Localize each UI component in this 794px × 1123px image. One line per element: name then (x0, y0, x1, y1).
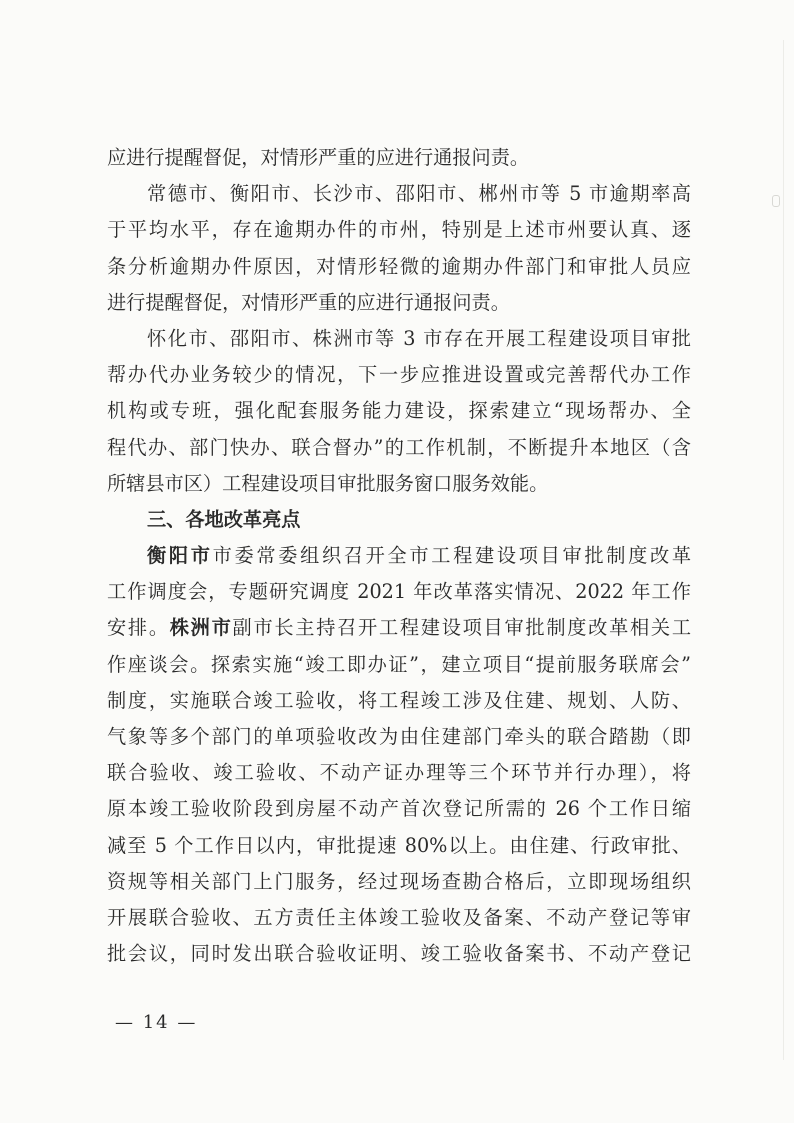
text-line: 于平均水平，存在逾期办件的市州，特别是上述市州要认真、逐 (107, 218, 691, 242)
scan-artifact (772, 195, 780, 207)
page-number: — 14 — (115, 1012, 198, 1033)
text-line: 作座谈会。探索实施“竣工即办证”，建立项目“提前服务联席会” (107, 652, 691, 676)
text-line: 条分析逾期办件原因，对情形轻微的逾期办件部门和审批人员应 (107, 254, 691, 278)
text-span: 安排。 (107, 616, 170, 640)
text-line (107, 610, 691, 646)
text-span: 市委常委组织召开全市工程建设项目审批制度改革 (212, 544, 692, 568)
text-line: 机构或专班，强化配套服务能力建设，探索建立“现场帮办、全 (107, 399, 691, 423)
text-span: 副市长主持召开工程建设项目审批制度改革相关工 (232, 616, 692, 640)
text-line (107, 538, 691, 574)
text-line: 开展联合验收、五方责任主体竣工验收及备案、不动产登记等审 (107, 905, 691, 929)
section-heading: 三、各地改革亮点 (147, 507, 301, 531)
text-line: 所辖县市区）工程建设项目审批服务窗口服务效能。 (107, 471, 549, 495)
text-line: 气象等多个部门的单项验收改为由住建部门牵头的联合踏勘（即 (107, 725, 691, 748)
city-name-zhuzhou: 株洲市 (169, 616, 233, 640)
text-line: 批会议，同时发出联合验收证明、竣工验收备案书、不动产登记 (107, 942, 691, 966)
text-line: 进行提醒督促，对情形严重的应进行通报问责。 (107, 290, 510, 314)
text-line: 原本竣工验收阶段到房屋不动产首次登记所需的 26 个工作日缩 (107, 797, 691, 821)
document-body (107, 140, 691, 972)
text-line: 程代办、部门快办、联合督办”的工作机制，不断提升本地区（含 (107, 435, 691, 459)
text-line: 制度，实施联合竣工验收，将工程竣工涉及住建、规划、人防、 (107, 688, 691, 712)
text-line: 常德市、衡阳市、长沙市、邵阳市、郴州市等 5 市逾期率高 (147, 182, 691, 206)
text-line: 帮办代办业务较少的情况，下一步应推进设置或完善帮代办工作 (107, 363, 691, 387)
text-line: 减至 5 个工作日以内，审批提速 80%以上。由住建、行政审批、 (107, 833, 691, 857)
text-line: 应进行提醒督促，对情形严重的应进行通报问责。 (107, 146, 530, 169)
text-line: 资规等相关部门上门服务，经过现场查勘合格后，立即现场组织 (107, 869, 691, 893)
text-line: 联合验收、竣工验收、不动产证办理等三个环节并行办理），将 (107, 761, 691, 785)
text-line: 工作调度会，专题研究调度 2021 年改革落实情况、2022 年工作 (107, 580, 691, 604)
text-line: 怀化市、邵阳市、株洲市等 3 市存在开展工程建设项目审批 (147, 326, 691, 350)
page-edge (783, 40, 784, 1060)
city-name-hengyang: 衡阳市 (147, 544, 213, 568)
